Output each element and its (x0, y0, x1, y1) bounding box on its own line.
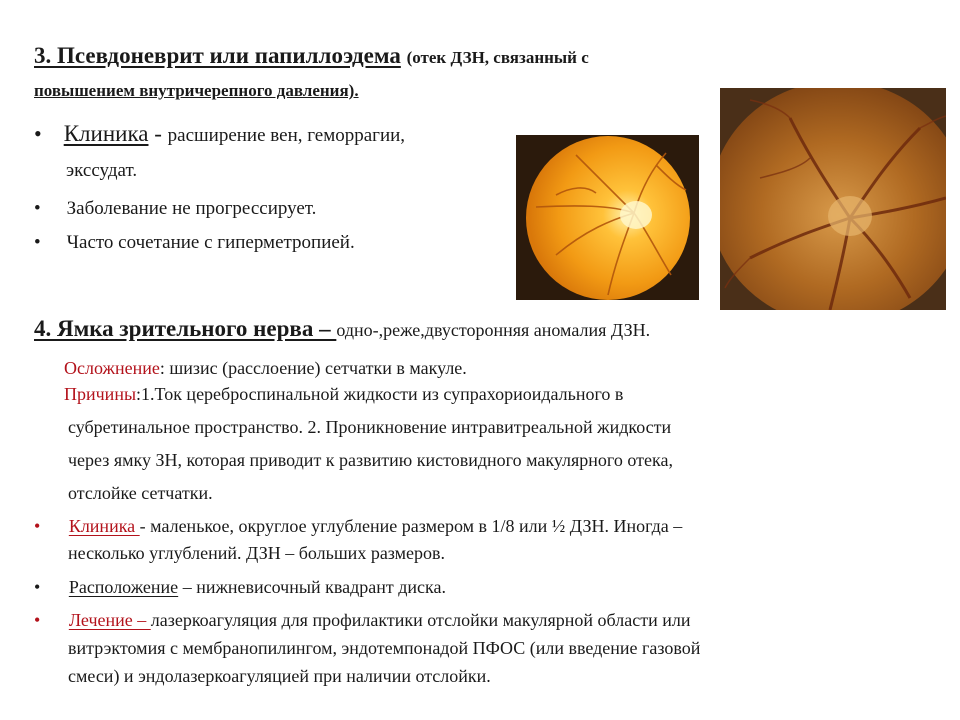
clinic-sep: - (148, 121, 168, 146)
section-4-title-rest: одно-,реже,двусторонняя аномалия ДЗН. (336, 320, 651, 340)
causes-line-2: субретинальное пространство. 2. Проникновение интравитреальной жидкости (68, 417, 672, 437)
clinic-text: расширение вен, геморрагии, (167, 125, 406, 146)
bullet-clinic-2 (34, 515, 682, 537)
section-4-title-text: 4. Ямка зрительного нерва – (34, 316, 337, 341)
bullet-treatment (34, 609, 690, 631)
bullet-location (34, 576, 446, 598)
bullet-hypermetropia (34, 232, 355, 254)
complication-label: Осложнение (64, 358, 160, 378)
causes-text-1: :1.Ток цереброспинальной жидкости из супрахориоидального в (136, 384, 624, 404)
fundus-photo-left (516, 135, 699, 300)
fundus-orange-icon (516, 135, 699, 300)
clinic2-sep: - (139, 516, 151, 536)
clinic2-text-2: несколько углублений. ДЗН – больших размеров. (68, 543, 446, 563)
section-4-title (34, 316, 650, 342)
clinic-label: Клиника (63, 121, 149, 146)
complication-line (64, 357, 467, 379)
section-3-title (34, 43, 589, 69)
not-progress-text: Заболевание не прогрессирует. (66, 198, 317, 219)
treatment-label: Лечение – (68, 610, 151, 630)
location-text: нижневисочный квадрант диска. (196, 577, 446, 597)
treatment-text-1: лазеркоагуляция для профилактики отслойки макулярной области или (150, 610, 691, 630)
treatment-text-3: смеси) и эндолазеркоагуляцией при наличии отслойки. (68, 666, 491, 686)
bullet-dot: • (34, 610, 41, 630)
location-sep: – (178, 577, 197, 597)
complication-text: : шизис (расслоение) сетчатки в макуле. (159, 358, 467, 378)
fundus-photo-right (720, 88, 946, 310)
section-3-title-note-2: повышением внутричерепного давления). (34, 81, 359, 100)
section-3-title-note-1: (отек ДЗН, связанный с (406, 48, 589, 67)
causes-line-3: через ямку ЗН, которая приводит к развитию кистовидного макулярного отека, (68, 450, 673, 470)
bullet-dot: • (34, 198, 41, 219)
hypermetropia-text: Часто сочетание с гиперметропией. (66, 232, 355, 253)
bullet-dot: • (34, 121, 42, 146)
bullet-dot: • (34, 577, 41, 597)
causes-line-1 (64, 383, 623, 405)
clinic2-label: Клиника (68, 516, 140, 536)
causes-line-4: отслойке сетчатки. (68, 483, 213, 503)
treatment-text-2: витрэктомия с мембранопилингом, эндотемпонадой ПФОС (или введение газовой (68, 638, 701, 658)
bullet-dot: • (34, 516, 41, 536)
bullet-dot: • (34, 232, 41, 253)
causes-label: Причины (64, 384, 137, 404)
location-label: Расположение (68, 577, 179, 597)
bullet-clinic-1 (34, 121, 405, 147)
bullet-not-progress (34, 198, 316, 220)
clinic-text-cont: экссудат. (66, 160, 138, 181)
fundus-dark-icon (720, 88, 946, 310)
clinic2-text-1: маленькое, округлое углубление размером в 1/8 или ½ ДЗН. Иногда – (150, 516, 683, 536)
section-3-title-text: 3. Псевдоневрит или папиллоэдема (34, 43, 401, 68)
